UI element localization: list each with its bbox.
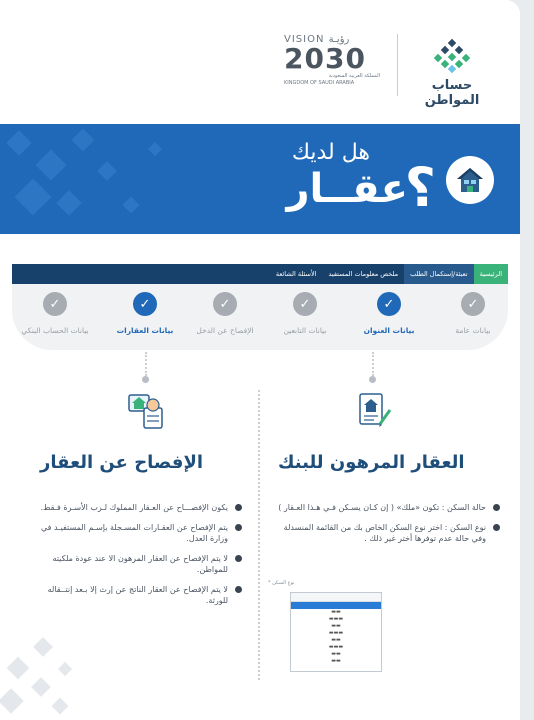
citizen-account-name: حساب المواطن [424,78,480,108]
right-section-list [270,502,500,553]
list-item: يكون الإفصـــاح عن العـقار المملوك لـرب الأسـرة فـقط. [30,502,242,513]
list-item: لا يتم الإفصاح عن العقار الناتج عن إرث إلا بـعد إنتــقاله للورثة. [30,584,242,606]
step-label: بيانات الحساب البنكي [21,326,89,335]
dropdown-header [291,593,381,602]
step-income-disclosure[interactable] [190,292,260,335]
step-label: بيانات العنوان [363,326,415,335]
dropdown-option[interactable]: ▬▬▬ [328,644,344,650]
dropdown-selected-option[interactable] [291,602,381,609]
step-dependents-info[interactable] [270,292,340,335]
list-item: نوع السكن : اختر نوع السكن الخاص بك من القائمة المنسدلة وفي حالة عدم توفرها أختر غير ذلك . [270,522,500,544]
vision-kingdom-ar: المملكة العربية السعودية [328,73,380,79]
check-icon: ✓ [133,292,157,316]
step-address-info[interactable] [354,292,424,335]
dropdown-option[interactable]: ▬▬ [331,609,341,615]
citizen-account-logo-icon [434,38,470,74]
list-item: حالة السكن : تكون «ملك» ( إن كـان يسـكن فـي هـذا العـقار ) [270,502,500,513]
housing-type-dropdown[interactable] [290,592,382,672]
check-icon: ✓ [461,292,485,316]
mortgage-contract-icon [354,390,394,434]
nav-item-home[interactable]: الرئيسية [474,264,508,284]
check-icon: ✓ [377,292,401,316]
step-general-info[interactable] [438,292,508,335]
vision-kingdom-en: KINGDOM OF SAUDI ARABIA [284,80,355,86]
connector-dot-right [369,376,376,383]
center-divider [258,390,260,680]
banner-question-mark: ؟ [404,156,436,219]
progress-steps [12,284,508,350]
dropdown-option[interactable]: ▬▬▬ [328,630,344,636]
vision-year: 2030 [284,42,366,75]
dropdown-option[interactable]: ▬▬ [331,637,341,643]
left-section-list [30,502,242,615]
check-icon: ✓ [43,292,67,316]
step-label: الإفصاح عن الدخل [196,326,254,335]
nav-item-faq[interactable]: الأسئلة الشائعة [275,270,317,278]
dropdown-option[interactable]: ▬▬▬ [328,616,344,622]
step-bank-account-info[interactable] [20,292,90,335]
check-icon: ✓ [293,292,317,316]
check-icon: ✓ [213,292,237,316]
housing-type-caption: نوع السكن * [268,580,295,586]
citizen-account-logo [412,38,492,108]
vision-label: VISION رؤيـة [284,34,350,45]
step-real-estate-info[interactable] [110,292,180,335]
nav-item-fill-request[interactable]: تعبئة/إستكمال الطلب [404,264,474,284]
step-label: بيانات التابعين [283,326,327,335]
bottom-pattern [0,620,90,720]
dropdown-option[interactable]: ▬▬ [331,623,341,629]
nav-item-beneficiary-summary[interactable]: ملخص معلومات المستفيد [328,270,399,278]
step-label: بيانات عامة [455,326,491,335]
connector-dot-left [142,376,149,383]
property-document-icon [126,390,166,434]
house-icon [446,156,494,204]
nav-bar [12,264,508,284]
list-item: يتم الإفصاح عن العقـارات المسـجلة بإسـم المستفيـد في وزارة العدل. [30,522,242,544]
banner-line2: عقــار [286,166,408,212]
banner-line1: هل لديك [291,140,370,165]
connector-line-left [145,352,147,376]
banner-pattern [0,124,260,234]
step-label: بيانات العقارات [116,326,174,335]
dropdown-option[interactable]: ▬▬ [331,651,341,657]
left-section-title: الإفصاح عن العقار [40,452,204,473]
connector-line-right [372,352,374,376]
title-banner [0,124,520,234]
dropdown-option[interactable]: ▬▬ [331,658,341,664]
header-divider [397,34,398,96]
vision-2030-logo [284,34,380,87]
right-section-title: العقار المرهون للبنك [278,452,465,473]
list-item: لا يتم الإفصاح عن العقار المرهون الا عند عودة ملكيته للمواطن. [30,553,242,575]
